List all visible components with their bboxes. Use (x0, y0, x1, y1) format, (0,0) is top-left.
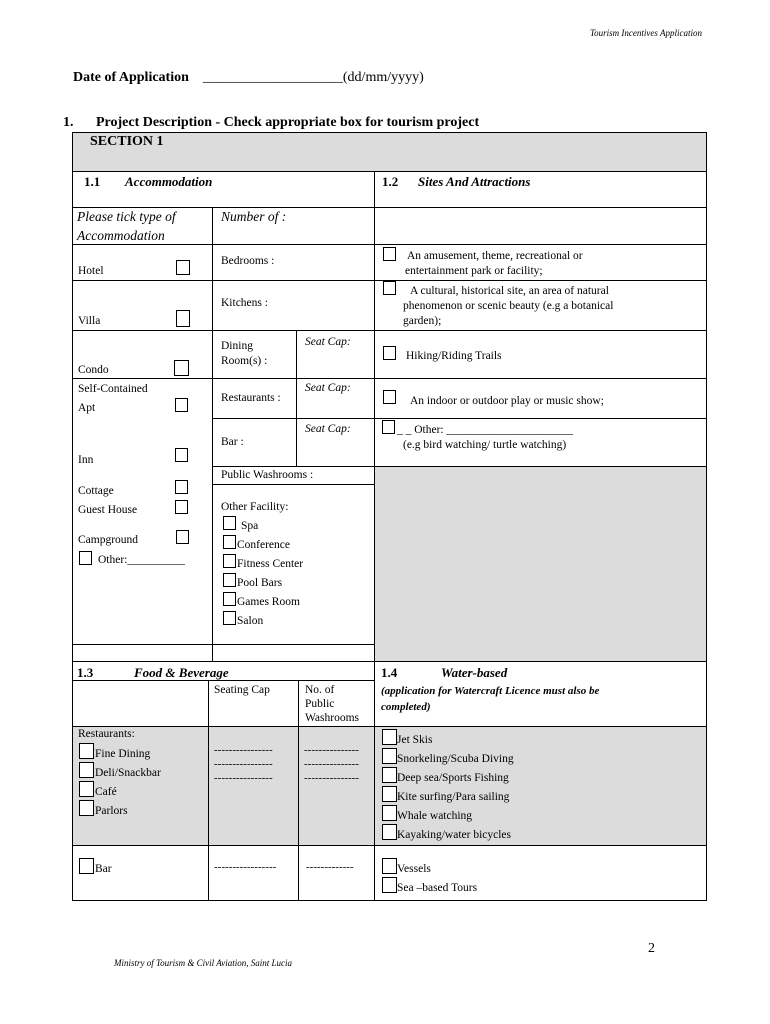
bar-seat-cap: Seat Cap: (305, 423, 351, 435)
section-1-4-title: Water-based (441, 665, 508, 680)
watercraft-note-2: completed) (381, 701, 431, 713)
type-condo: Condo (78, 364, 109, 376)
section-title-bg (72, 132, 707, 171)
running-header: Tourism Incentives Application (590, 28, 702, 38)
deep-sea-fishing-checkbox[interactable] (382, 767, 397, 783)
bar-seat-dash: ----------------- (214, 861, 277, 873)
col-rule (298, 680, 299, 901)
facility-salon: Salon (237, 615, 264, 627)
fine-dining-checkbox[interactable] (79, 743, 94, 759)
hotel-checkbox[interactable] (176, 260, 190, 275)
jet-skis-checkbox[interactable] (382, 729, 397, 745)
col-rule (296, 330, 297, 466)
guest-house-checkbox[interactable] (175, 500, 188, 514)
number-of-label: Number of : (221, 209, 287, 224)
rule (72, 171, 707, 172)
water-snorkeling: Snorkeling/Scuba Diving (397, 753, 514, 765)
table-frame-bottom (72, 900, 707, 901)
rule (72, 378, 707, 379)
tick-type-label: Please tick type of (77, 209, 176, 224)
food-deli: Deli/Snackbar (95, 767, 161, 779)
washrooms-header-2: Public (305, 698, 335, 710)
seat-dash-3: ---------------- (214, 772, 273, 784)
dining-seat-cap: Seat Cap: (305, 336, 351, 348)
type-inn: Inn (78, 454, 94, 466)
type-hotel: Hotel (78, 265, 104, 277)
section-1-3-number: 1.3 (77, 665, 94, 680)
attraction-amusement-1: An amusement, theme, recreational or (407, 250, 583, 262)
food-cafe: Café (95, 786, 117, 798)
bedrooms-label: Bedrooms : (221, 255, 275, 267)
section-title: SECTION 1 (90, 134, 164, 149)
games-room-checkbox[interactable] (223, 592, 236, 606)
restaurants-heading: Restaurants: (78, 728, 135, 740)
rule (212, 466, 707, 467)
self-contained-checkbox[interactable] (175, 398, 188, 412)
kitchens-label: Kitchens : (221, 297, 268, 309)
attraction-cultural-2: phenomenon or scenic beauty (e.g a botanical (403, 300, 614, 312)
rule (212, 484, 375, 485)
rule (72, 244, 707, 245)
condo-checkbox[interactable] (174, 360, 189, 376)
date-format: (dd/mm/yyyy) (342, 70, 424, 85)
salon-checkbox[interactable] (223, 611, 236, 625)
type-villa: Villa (78, 315, 101, 327)
table-frame-top (72, 132, 707, 133)
cottage-checkbox[interactable] (175, 480, 188, 494)
restaurants-label: Restaurants : (221, 392, 281, 404)
dining-rooms-label: Room(s) : (221, 355, 268, 367)
deli-checkbox[interactable] (79, 762, 94, 778)
question-number: 1. (63, 115, 74, 130)
bar-count-label: Bar : (221, 436, 244, 448)
date-of-application-line (73, 70, 424, 86)
dining-label: Dining (221, 340, 253, 352)
inn-checkbox[interactable] (175, 448, 188, 462)
attraction-hiking: Hiking/Riding Trails (406, 350, 502, 362)
col-rule (212, 207, 213, 661)
wash-dash-1: --------------- (304, 744, 359, 756)
attraction-cultural-3: garden); (403, 315, 442, 327)
conference-checkbox[interactable] (223, 535, 236, 549)
facility-fitness-center: Fitness Center (237, 558, 304, 570)
bar-checkbox[interactable] (79, 858, 94, 874)
other-facility-label: Other Facility: (221, 501, 289, 513)
water-jet-skis: Jet Skis (397, 734, 433, 746)
rule (72, 644, 375, 645)
attraction-cultural-1: A cultural, historical site, an area of natural (410, 285, 609, 297)
villa-checkbox[interactable] (176, 310, 190, 327)
food-parlors: Parlors (95, 805, 128, 817)
facility-pool-bars: Pool Bars (237, 577, 283, 589)
section-1-2-title: Sites And Attractions (418, 174, 531, 189)
vessels-checkbox[interactable] (382, 858, 397, 874)
wash-dash-2: --------------- (304, 758, 359, 770)
col-rule (374, 171, 375, 901)
watercraft-note-1: (application for Watercraft Licence must also be (381, 685, 600, 697)
wash-dash-3: --------------- (304, 772, 359, 784)
restaurants-seat-cap: Seat Cap: (305, 382, 351, 394)
washrooms-header-1: No. of (305, 684, 335, 696)
other-attraction-checkbox[interactable] (382, 420, 395, 434)
cultural-site-checkbox[interactable] (383, 281, 396, 295)
fitness-center-checkbox[interactable] (223, 554, 236, 568)
attraction-amusement-2: entertainment park or facility; (405, 265, 543, 277)
date-blank[interactable]: ____________________ (202, 70, 343, 85)
table-frame-right (706, 132, 707, 901)
facility-conference: Conference (237, 539, 290, 551)
page-number: 2 (648, 941, 655, 956)
pool-bars-checkbox[interactable] (223, 573, 236, 587)
section-1-2-number: 1.2 (382, 174, 399, 189)
kayaking-checkbox[interactable] (382, 824, 397, 840)
type-self-contained: Self-Contained (78, 383, 148, 395)
water-vessels: Vessels (397, 863, 431, 875)
other-accommodation-label: Other:__________ (98, 554, 185, 566)
section-1-1-title: Accommodation (125, 174, 213, 189)
question-1 (63, 115, 479, 131)
public-washrooms-label: Public Washrooms : (221, 469, 314, 481)
table-frame-left (72, 132, 73, 901)
play-music-show-checkbox[interactable] (383, 390, 396, 404)
type-cottage: Cottage (78, 485, 114, 497)
col-rule (208, 680, 209, 901)
whale-watching-checkbox[interactable] (382, 805, 397, 821)
attractions-empty-shade (375, 466, 707, 661)
type-guest-house: Guest House (78, 504, 138, 516)
type-campground: Campground (78, 534, 139, 546)
rule (72, 845, 707, 846)
question-text: Project Description - Check appropriate box for tourism project (96, 115, 480, 130)
date-label: Date of Application (73, 70, 189, 85)
cafe-checkbox[interactable] (79, 781, 94, 797)
section-1-4-number: 1.4 (381, 665, 398, 680)
rule (72, 661, 707, 662)
attraction-show: An indoor or outdoor play or music show; (410, 395, 604, 407)
tick-type-label-2: Accommodation (77, 228, 165, 243)
campground-checkbox[interactable] (176, 530, 189, 544)
water-deep-sea: Deep sea/Sports Fishing (397, 772, 509, 784)
hiking-trails-checkbox[interactable] (383, 346, 396, 360)
washrooms-header-3: Washrooms (305, 712, 360, 724)
sea-tours-checkbox[interactable] (382, 877, 397, 893)
facility-spa: Spa (241, 520, 259, 532)
amusement-park-checkbox[interactable] (383, 247, 396, 261)
food-fine-dining: Fine Dining (95, 748, 151, 760)
kite-surfing-checkbox[interactable] (382, 786, 397, 802)
parlors-checkbox[interactable] (79, 800, 94, 816)
section-1-3-title: Food & Beverage (134, 665, 229, 680)
facility-games-room: Games Room (237, 596, 300, 608)
water-whale-watching: Whale watching (397, 810, 473, 822)
water-sea-tours: Sea –based Tours (397, 882, 478, 894)
bar-wash-dash: ------------- (306, 861, 354, 873)
seat-dash-2: ---------------- (214, 758, 273, 770)
other-accommodation-checkbox[interactable] (79, 551, 92, 565)
ministry-footer: Ministry of Tourism & Civil Aviation, Saint Lucia (114, 958, 293, 968)
snorkeling-checkbox[interactable] (382, 748, 397, 764)
rule (72, 726, 707, 727)
food-bar: Bar (95, 863, 112, 875)
seating-cap-header: Seating Cap (214, 684, 270, 696)
water-kite-surfing: Kite surfing/Para sailing (397, 791, 510, 803)
spa-checkbox[interactable] (223, 516, 236, 530)
rule (212, 418, 707, 419)
attraction-other-example: (e.g bird watching/ turtle watching) (403, 439, 567, 451)
seat-dash-1: ---------------- (214, 744, 273, 756)
attraction-other: _ _ Other: ______________________ (397, 424, 574, 436)
type-apt: Apt (78, 402, 96, 414)
water-kayaking: Kayaking/water bicycles (397, 829, 511, 841)
section-1-1-number: 1.1 (84, 174, 101, 189)
rule (72, 330, 707, 331)
